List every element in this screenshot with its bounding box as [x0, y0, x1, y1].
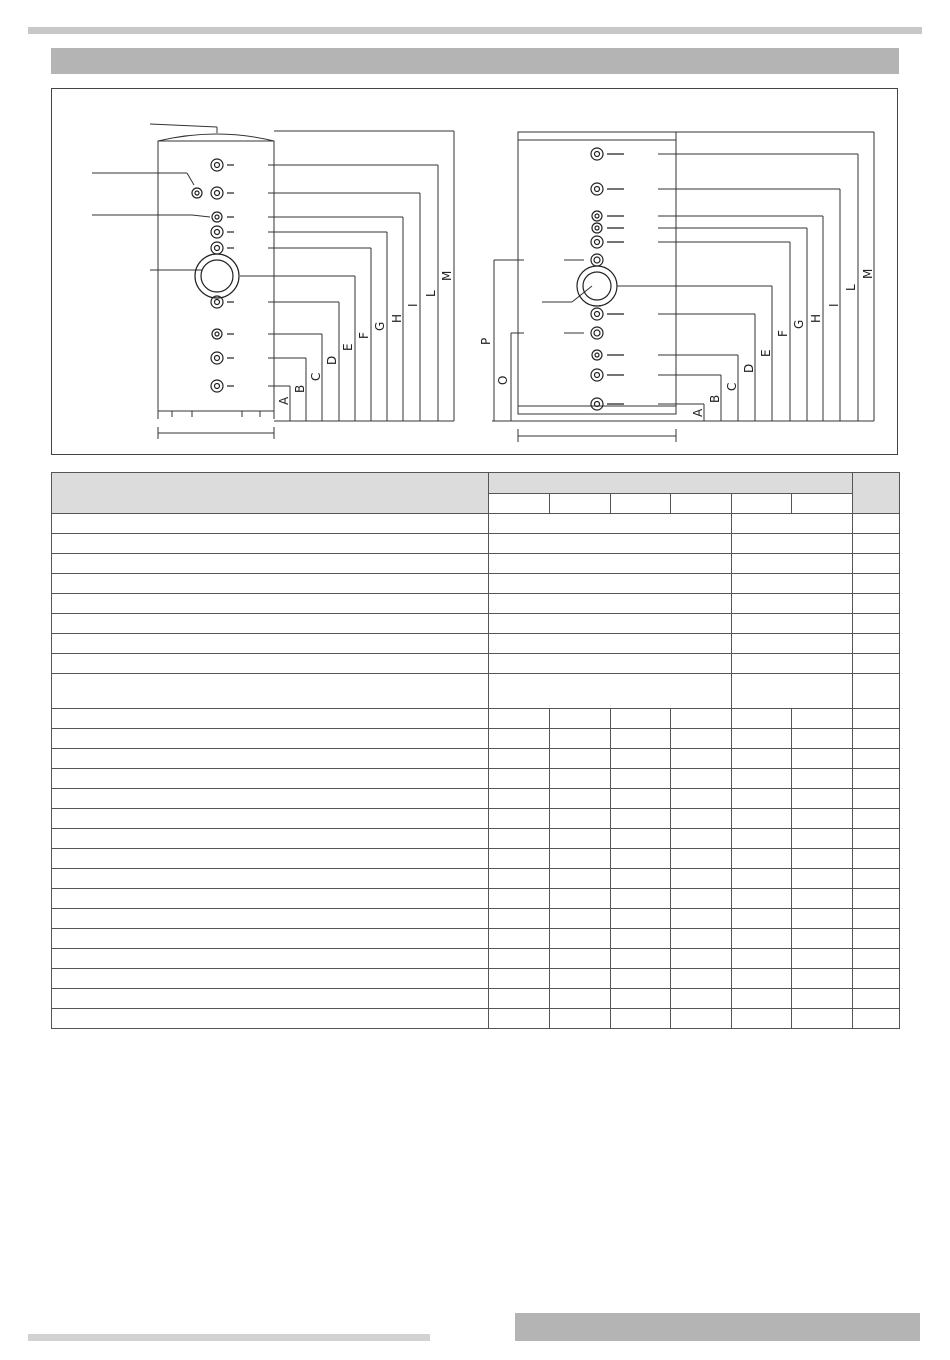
front-dimension-lines: [240, 131, 454, 421]
table-row: [52, 889, 900, 909]
front-view-tank: [92, 124, 274, 439]
table-row: [52, 534, 900, 554]
table-header-size-4: [671, 494, 732, 514]
front-dimension-labels: [277, 271, 454, 405]
table-row: [52, 849, 900, 869]
side-label-m: M: [861, 268, 875, 279]
front-label-e: E: [341, 343, 355, 351]
table-row: [52, 789, 900, 809]
side-dimension-lines: [492, 132, 874, 421]
table-row: [52, 929, 900, 949]
front-label-a: A: [277, 396, 291, 405]
table-row: [52, 989, 900, 1009]
side-label-d: D: [742, 363, 756, 373]
front-label-c: C: [309, 372, 323, 381]
technical-drawing-frame: [51, 88, 898, 455]
table-row: [52, 634, 900, 654]
table-header-size-2: [550, 494, 611, 514]
table-row: [52, 969, 900, 989]
table-row: [52, 1009, 900, 1029]
front-view-connections: [192, 159, 239, 392]
section-header-band: [51, 48, 899, 74]
table-row: [52, 554, 900, 574]
table-row: [52, 729, 900, 749]
side-label-a: A: [691, 408, 705, 417]
front-label-i: I: [406, 303, 420, 307]
side-label-e: E: [759, 349, 773, 357]
side-dimension-labels: [479, 269, 875, 417]
table-header-description: [52, 473, 489, 514]
table-header-unit: [853, 473, 900, 514]
front-label-l: L: [424, 290, 438, 297]
front-label-h: H: [390, 313, 404, 323]
front-label-g: G: [373, 321, 387, 331]
top-decorative-bar: [28, 27, 922, 34]
side-label-h: H: [809, 313, 823, 323]
side-label-p: P: [479, 337, 493, 345]
side-view-tank: [518, 132, 676, 442]
side-label-i: I: [827, 303, 841, 307]
front-label-b: B: [293, 384, 307, 393]
table-row: [52, 614, 900, 634]
table-row: [52, 709, 900, 729]
table-row: [52, 749, 900, 769]
front-label-m: M: [440, 270, 454, 281]
table-row: [52, 909, 900, 929]
table-header-size-1: [489, 494, 550, 514]
table-header-models: [489, 473, 853, 494]
side-view-connections: [577, 148, 624, 410]
side-label-f: F: [776, 330, 790, 337]
side-label-b: B: [708, 394, 722, 403]
table-header-size-3: [611, 494, 671, 514]
table-row: [52, 654, 900, 674]
table-row: [52, 809, 900, 829]
table-row: [52, 869, 900, 889]
table-header-size-5: [732, 494, 792, 514]
table-row: [52, 594, 900, 614]
specifications-table: [51, 472, 900, 1029]
side-label-g: G: [792, 319, 806, 329]
front-label-d: D: [325, 355, 339, 365]
front-label-f: F: [357, 332, 371, 339]
table-row: [52, 514, 900, 534]
side-label-l: L: [844, 284, 858, 291]
table-row: [52, 949, 900, 969]
table-body: [52, 514, 900, 1029]
tank-dimension-drawing: [52, 89, 899, 456]
footer-band: [515, 1313, 920, 1341]
table-row: [52, 674, 900, 709]
table-row: [52, 574, 900, 594]
table-row: [52, 769, 900, 789]
side-label-c: C: [725, 382, 739, 391]
table-header-size-6: [792, 494, 853, 514]
table-row: [52, 829, 900, 849]
footer-decorative-bar: [28, 1334, 430, 1341]
side-label-o: O: [496, 375, 510, 385]
